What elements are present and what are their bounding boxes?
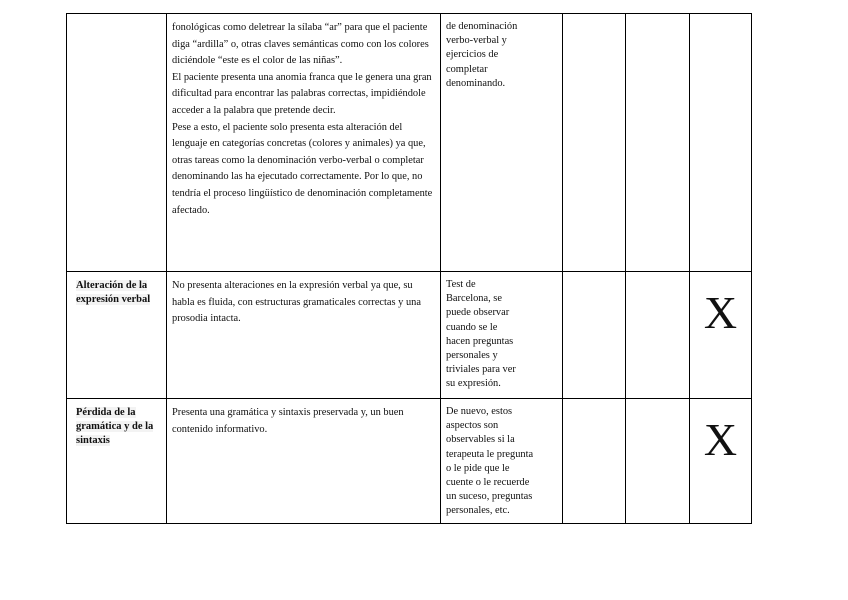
- mark-cell-1: [563, 14, 626, 272]
- description-cell: [167, 272, 441, 399]
- method-line: cuando se le: [446, 321, 498, 333]
- method-line: denominando.: [446, 77, 506, 89]
- x-mark: X: [703, 287, 738, 338]
- mark-cell-3: [690, 272, 752, 399]
- description-cell: [167, 399, 441, 524]
- method-line: de denominación: [446, 21, 518, 32]
- method-cell: [441, 399, 563, 524]
- description-paragraph: El paciente presenta una anomia franca que le genera una gran dificultad para encontrar las palabras correctas, impidiéndole acceder a la palabra que pretende decir.: [172, 71, 432, 116]
- mark-cell-3: [690, 399, 752, 524]
- method-line: triviales para ver: [446, 364, 516, 376]
- method-line: su expresión.: [446, 378, 501, 390]
- method-line: cuente o le recuerde: [446, 477, 530, 489]
- mark-cell-2: [626, 399, 690, 524]
- method-line: verbo-verbal y: [446, 35, 507, 47]
- mark-cell-1: [563, 399, 626, 524]
- method-line: observables si la: [446, 434, 515, 446]
- row-label-cell: [67, 272, 167, 399]
- assessment-table: [66, 13, 752, 524]
- table-row: [67, 399, 752, 524]
- mark-cell-1: [563, 272, 626, 399]
- method-line: personales y: [446, 350, 498, 362]
- method-line: De nuevo, estos: [446, 406, 513, 417]
- mark-cell-3: [690, 14, 752, 272]
- method-line: o le pide que le: [446, 462, 510, 474]
- method-cell: [441, 272, 563, 399]
- method-line: completar: [446, 63, 488, 75]
- mark-cell-2: [626, 272, 690, 399]
- table-row: [67, 14, 752, 272]
- method-line: un suceso, preguntas: [446, 491, 533, 503]
- row-label: Alteración de la expresión verbal: [76, 280, 151, 305]
- row-label-cell: [67, 14, 167, 272]
- x-mark: X: [703, 414, 738, 465]
- method-line: aspectos son: [446, 420, 499, 432]
- method-line: ejercicios de: [446, 49, 499, 61]
- table-row: [67, 272, 752, 399]
- description-paragraph: No presenta alteraciones en la expresión verbal ya que, su habla es fluida, con estructuras gramaticales correctas y una prosodia intacta.: [172, 280, 421, 325]
- mark-cell-2: [626, 14, 690, 272]
- description-paragraph: fonológicas como deletrear la sílaba “ar” para que el paciente diga “ardilla” o, otras claves semánticas como con los colores diciéndole “este es el color de las niñas”.: [172, 22, 429, 67]
- method-line: puede observar: [446, 307, 510, 319]
- method-line: personales, etc.: [446, 505, 510, 517]
- row-label-cell: [67, 399, 167, 524]
- description-paragraph: Pese a esto, el paciente solo presenta esta alteración del lenguaje en categorías concretas (colores y animales) ya que, otras tareas como la denominación verbo-verbal o completar denominando las ha ejecutado correctamente. Por lo que, no tendría el proceso lingüístico de denominación completamente afectado.: [172, 121, 433, 216]
- method-line: terapeuta le pregunta: [446, 448, 534, 460]
- description-paragraph: Presenta una gramática y sintaxis preservada y, un buen contenido informativo.: [172, 407, 404, 435]
- description-cell: [167, 14, 441, 272]
- method-line: Barcelona, se: [446, 293, 502, 305]
- method-cell: [441, 14, 563, 272]
- row-label: Pérdida de la gramática y de la sintaxis: [76, 407, 154, 446]
- method-line: hacen preguntas: [446, 335, 514, 347]
- method-line: Test de: [446, 279, 476, 290]
